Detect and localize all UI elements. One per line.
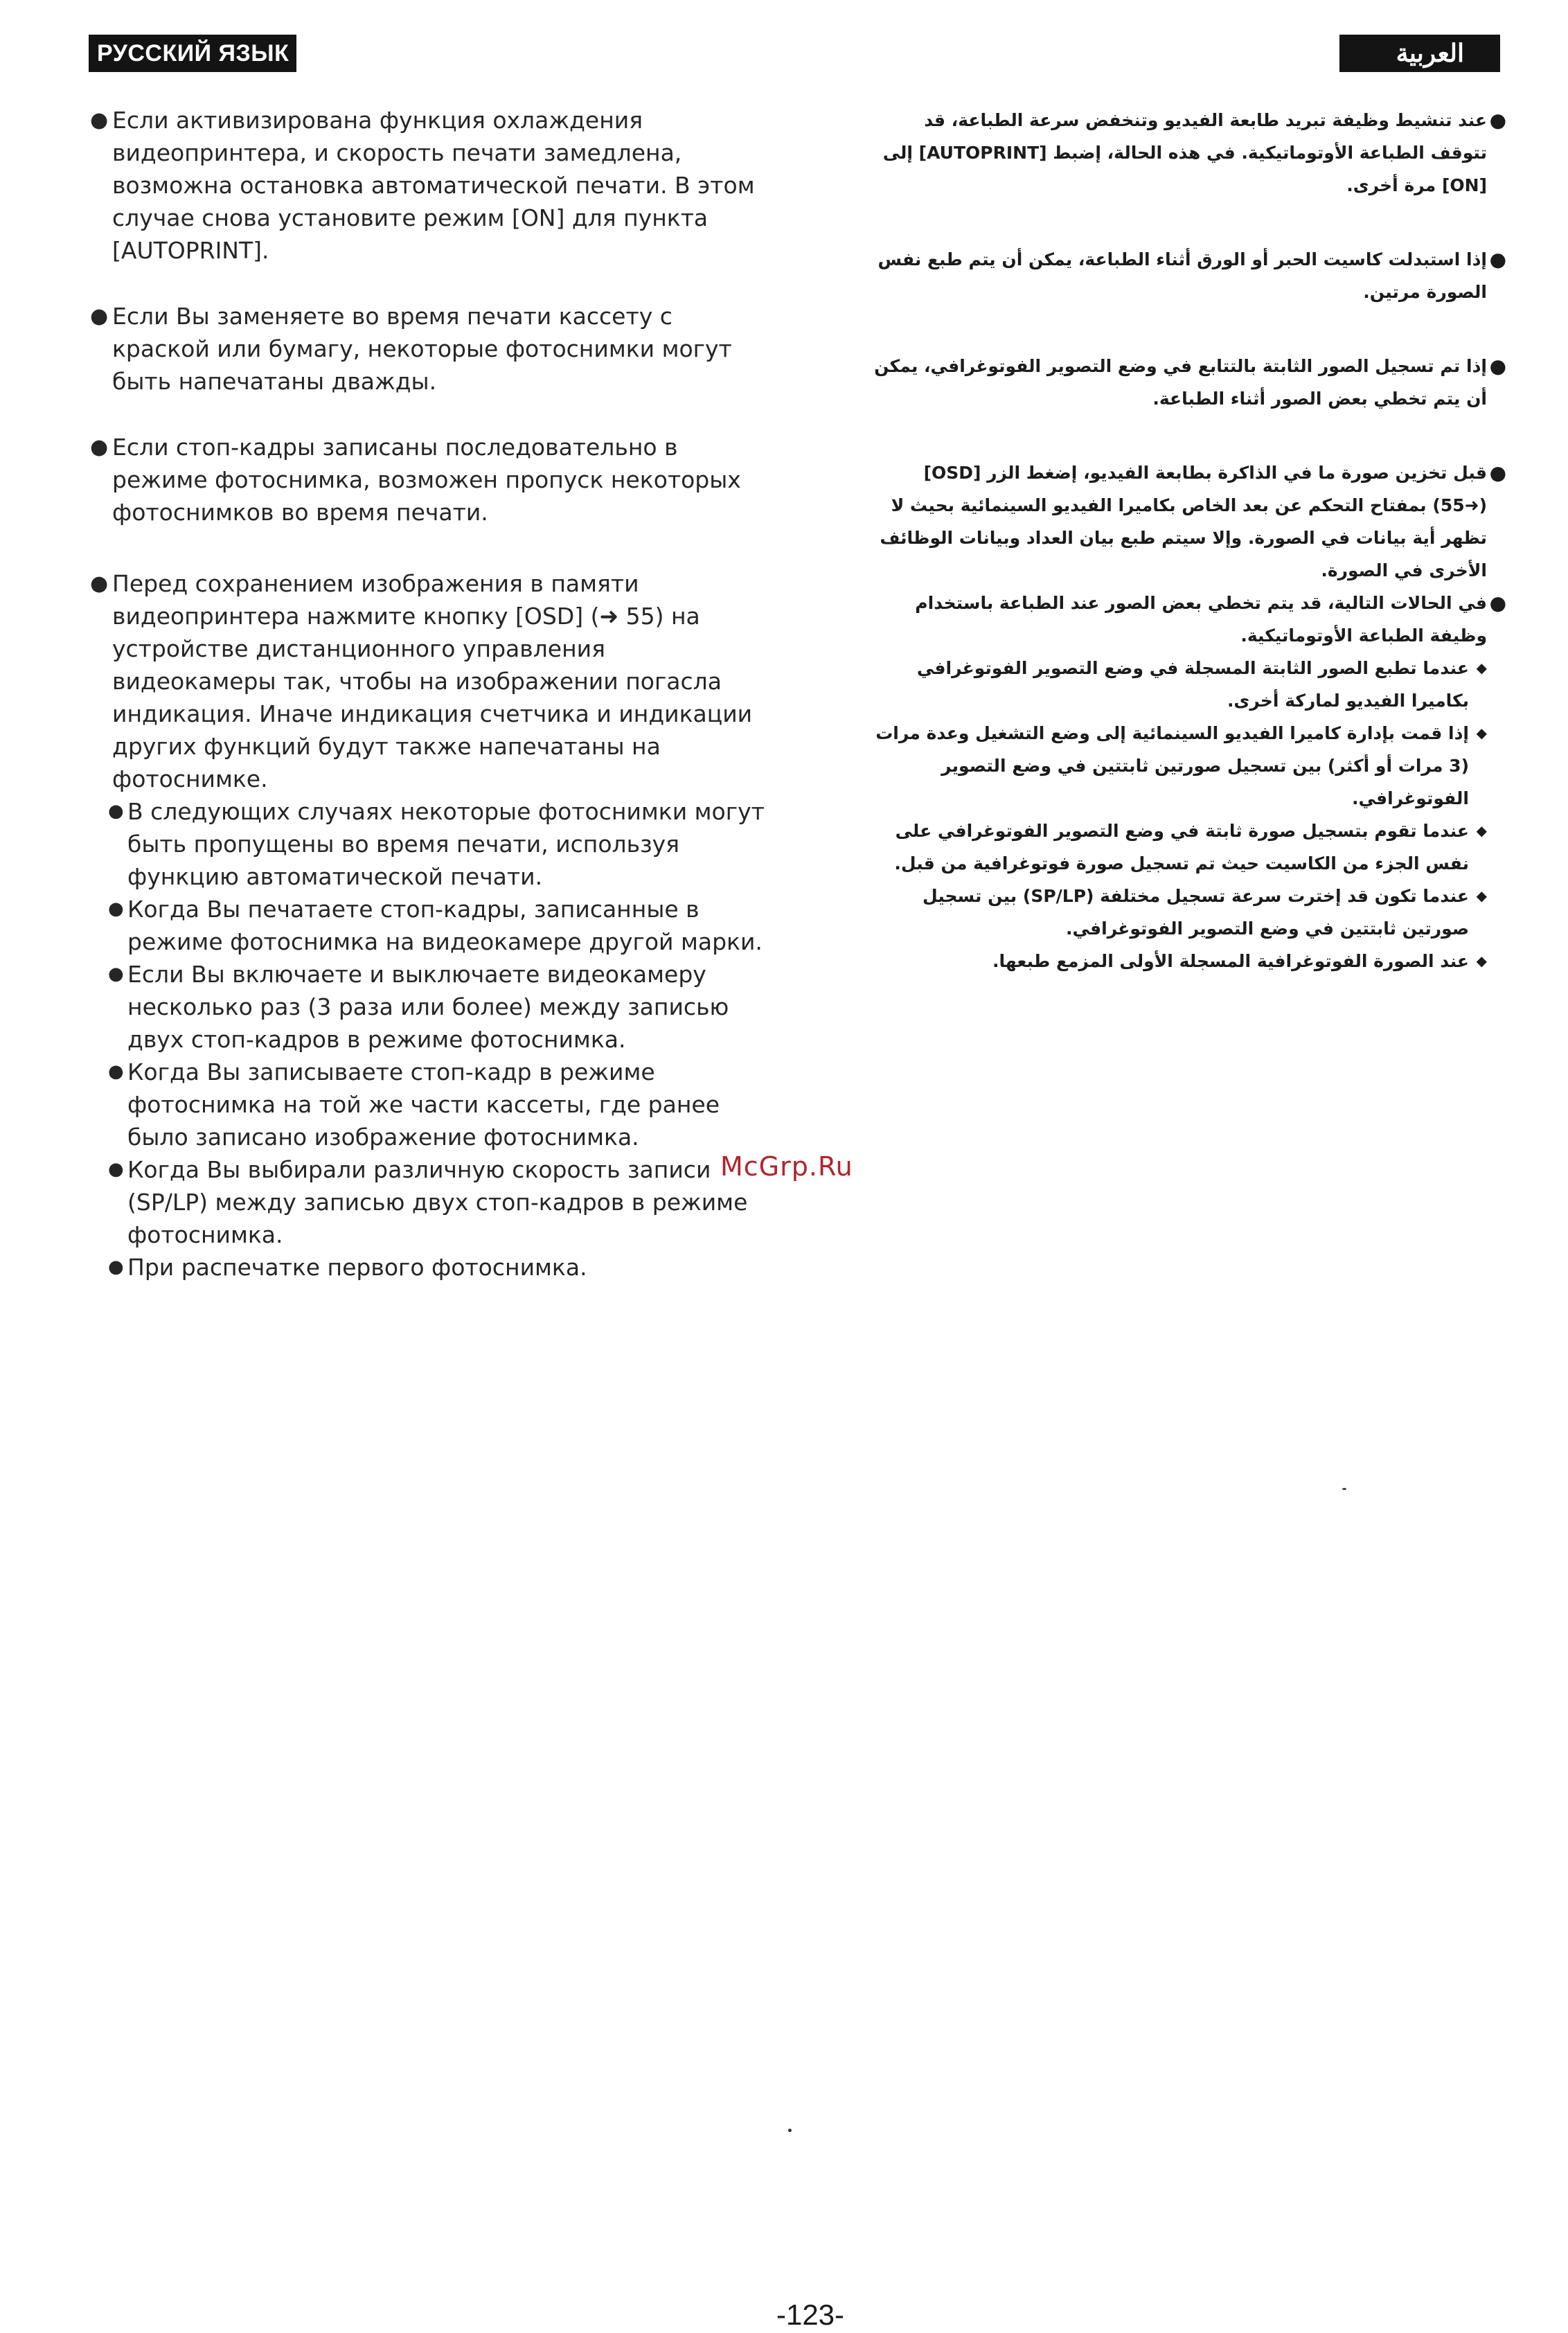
bullet-icon: ● (90, 108, 109, 132)
ar-list-item (869, 243, 1506, 308)
ru-sub-item (90, 893, 776, 958)
ar-sub-text: إذا قمت بإدارة كاميرا الفيديو السينمائية إلى وضع التشغيل وعدة مرات (3 مرات أو أكثر) بين تسجيل صورتين ثابتتين في وضع التصوير الفوتوغرافي. (875, 723, 1469, 808)
ar-item-text: إذا استبدلت كاسيت الحبر أو الورق أثناء الطباعة، يمكن أن يتم طبع نفس الصورة مرتين. (877, 249, 1487, 302)
ar-sub-item (869, 815, 1506, 880)
ru-list-item (90, 431, 776, 529)
ru-list-item (90, 300, 776, 398)
ar-list-item (869, 456, 1506, 587)
arabic-language-tab: العربية (1339, 35, 1500, 72)
bullet-icon: ● (90, 304, 109, 328)
ru-sub-text: При распечатке первого фотоснимка. (127, 1254, 587, 1281)
ru-item-text: Если активизирована функция охлаждения видеопринтера, и скорость печати замедлена, возможна остановка автоматической печати. В этом случае снова установите режим [ON] для пункта [AUTOPRINT]. (112, 107, 755, 264)
bullet-icon: ● (1489, 248, 1506, 271)
ar-sub-item (869, 945, 1506, 977)
ar-sub-text: عند الصورة الفوتوغرافية المسجلة الأولى المزمع طبعها. (992, 951, 1469, 971)
ar-sub-item (869, 880, 1506, 945)
ar-list-item (869, 104, 1506, 202)
bullet-icon: ● (1489, 355, 1506, 378)
ru-sub-text: В следующих случаях некоторые фотоснимки могут быть пропущены во время печати, используя функцию автоматической печати. (127, 798, 765, 890)
ru-sub-item (90, 958, 776, 1056)
diamond-bullet-icon: ◆ (1476, 822, 1487, 839)
ar-list-item (869, 587, 1506, 652)
diamond-bullet-icon: ◆ (1476, 725, 1487, 741)
ar-item-text: قبل تخزين صورة ما في الذاكرة بطابعة الفيديو، إضغط الزر [OSD] (➜55) بمفتاح التحكم عن بعد الخاص بكاميرا الفيديو السينمائية بحيث لا تظهر أية بيانات في الصورة. وإلا سيتم طبع بيان العداد وبيانات الوظائف الأخرى في الصورة. (880, 463, 1487, 580)
ar-item-text: في الحالات التالية، قد يتم تخطي بعض الصور عند الطباعة باستخدام وظيفة الطباعة الأوتوماتيكية. (915, 593, 1487, 646)
ar-sub-item (869, 652, 1506, 717)
ru-list-item (90, 104, 776, 267)
ru-sub-text: Когда Вы печатаете стоп-кадры, записанные в режиме фотоснимка на видеокамере другой марки. (127, 896, 763, 955)
ar-sub-text: عندما تقوم بتسجيل صورة ثابتة في وضع التصوير الفوتوغرافي على نفس الجزء من الكاسيت حيث تم تسجيل صورة فوتوغرافية من قبل. (894, 821, 1469, 873)
ar-sub-item (869, 717, 1506, 815)
russian-column (90, 104, 776, 1284)
arabic-column (869, 104, 1506, 977)
bullet-icon: ● (90, 435, 109, 459)
bullet-icon: ● (1489, 461, 1506, 484)
ar-item-text: إذا تم تسجيل الصور الثابتة بالتتابع في وضع التصوير الفوتوغرافي، يمكن أن يتم تخطي بعض الصور أثناء الطباعة. (874, 356, 1487, 409)
ar-list-item (869, 350, 1506, 415)
ru-item-text: Если Вы заменяете во время печати кассету с краской или бумагу, некоторые фотоснимки могут быть напечатаны дважды. (112, 303, 732, 395)
ru-sub-item (90, 1251, 776, 1284)
page-number: -123- (776, 2298, 845, 2331)
ru-sub-item (90, 1056, 776, 1153)
ru-sub-text: Когда Вы выбирали различную скорость записи (SP/LP) между записью двух стоп-кадров в режиме фотоснимка. (127, 1156, 748, 1248)
ru-sub-item (90, 1153, 776, 1251)
ru-sub-item (90, 795, 776, 893)
ru-item-text: Перед сохранением изображения в памяти видеопринтера нажмите кнопку [OSD] (➜ 55) на устройстве дистанционного управления видеокамеры так, чтобы на изображении погасла индикация. Иначе индикация счетчика и индикации других функций будут также напечатаны на фотоснимке. (112, 570, 753, 792)
bullet-icon: ● (108, 1061, 124, 1082)
bullet-icon: ● (90, 571, 109, 596)
bullet-icon: ● (1489, 109, 1506, 132)
russian-language-tab: РУССКИЙ ЯЗЫК (89, 35, 296, 72)
bullet-icon: ● (108, 898, 124, 919)
watermark[interactable]: McGrp.Ru (720, 1151, 853, 1182)
ar-sub-text: عندما تطبع الصور الثابتة المسجلة في وضع التصوير الفوتوغرافي بكاميرا الفيديو لماركة أخرى. (916, 658, 1469, 711)
bullet-icon: ● (108, 1159, 124, 1180)
bullet-icon: ● (108, 1257, 124, 1277)
ar-sub-text: عندما تكون قد إخترت سرعة تسجيل مختلفة (SP/LP) بين تسجيل صورتين ثابتتين في وضع التصوير الفوتوغرافي. (923, 886, 1469, 939)
scan-speck (788, 2129, 792, 2132)
bullet-icon: ● (1489, 592, 1506, 614)
bullet-icon: ● (108, 801, 124, 822)
ru-list-item (90, 567, 776, 795)
scan-speck (1342, 1488, 1346, 1490)
ru-sub-text: Если Вы включаете и выключаете видеокамеру несколько раз (3 раза или более) между записью двух стоп-кадров в режиме фотоснимка. (127, 961, 729, 1053)
ru-item-text: Если стоп-кадры записаны последовательно в режиме фотоснимка, возможен пропуск некоторых фотоснимков во время печати. (112, 434, 741, 526)
diamond-bullet-icon: ◆ (1476, 887, 1487, 904)
bullet-icon: ● (108, 964, 124, 984)
ru-sub-text: Когда Вы записываете стоп-кадр в режиме фотоснимка на той же части кассеты, где ранее было записано изображение фотоснимка. (127, 1058, 720, 1151)
ar-item-text: عند تنشيط وظيفة تبريد طابعة الفيديو وتنخفض سرعة الطباعة، قد تتوقف الطباعة الأوتوماتيكية. في هذه الحالة، إضبط [AUTOPRINT] إلى [ON] مرة أخرى. (882, 110, 1487, 195)
diamond-bullet-icon: ◆ (1476, 659, 1487, 676)
diamond-bullet-icon: ◆ (1476, 952, 1487, 969)
